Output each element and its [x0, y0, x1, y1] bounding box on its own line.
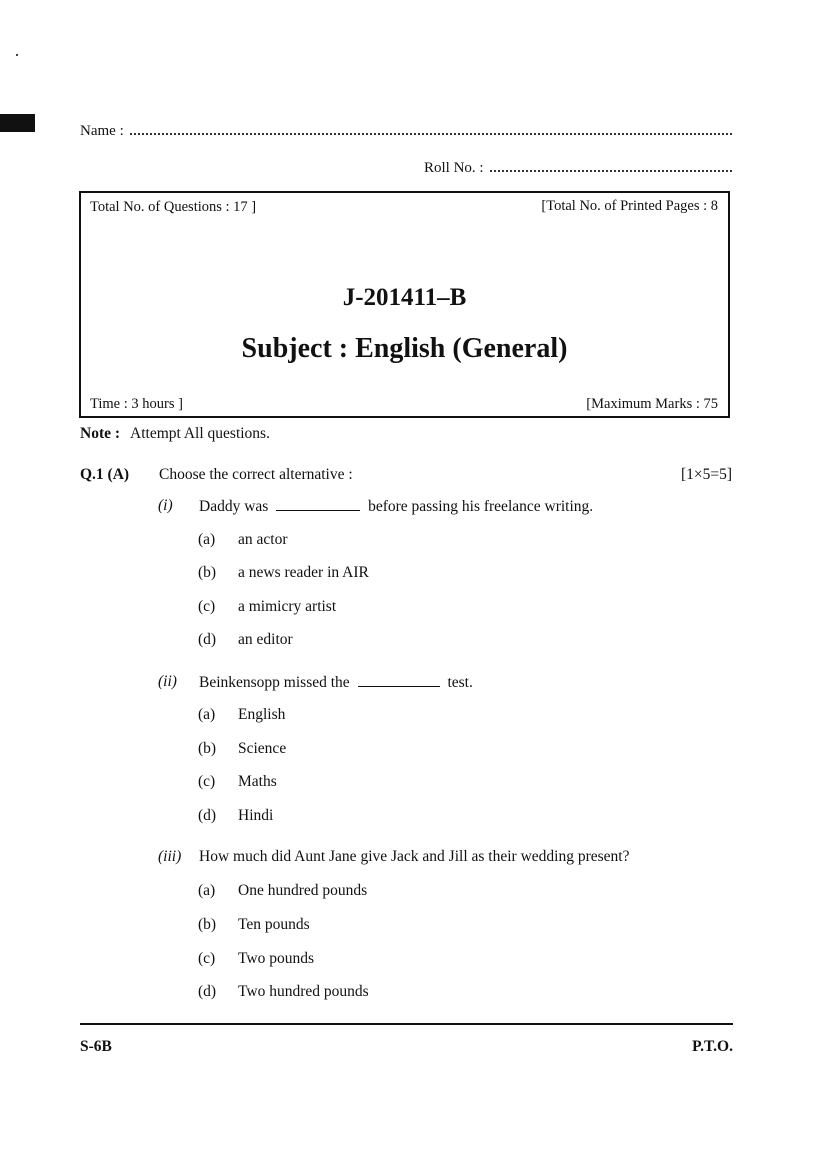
scan-edge-mark — [0, 114, 35, 132]
option-text: an editor — [238, 631, 293, 648]
name-dotted-line — [130, 121, 732, 135]
fill-blank — [276, 497, 360, 511]
option-text: English — [238, 706, 286, 723]
question-instruction: Choose the correct alternative : — [159, 466, 353, 483]
item-text-before: Beinkensopp missed the — [199, 674, 350, 691]
item-number: (iii) — [158, 848, 182, 865]
question-number: Q.1 (A) — [80, 466, 130, 483]
item-text — [199, 497, 593, 516]
option-letter: (b) — [198, 916, 217, 933]
footer-code: S-6B — [80, 1038, 112, 1055]
option-letter: (a) — [198, 531, 216, 548]
subject-title: Subject : English (General) — [241, 333, 568, 364]
option-text: Two pounds — [238, 950, 314, 967]
option-text: Science — [238, 740, 287, 757]
option-text: Ten pounds — [238, 916, 310, 933]
paper-code: J-201411–B — [342, 284, 467, 311]
option-letter: (d) — [198, 631, 217, 648]
option-letter: (a) — [198, 706, 216, 723]
item-number: (ii) — [158, 673, 177, 690]
option-letter: (c) — [198, 950, 216, 967]
total-questions: Total No. of Questions : 17 ] — [90, 199, 257, 215]
option-letter: (c) — [198, 773, 216, 790]
option-letter: (d) — [198, 983, 217, 1000]
option-letter: (c) — [198, 598, 216, 615]
option-letter: (b) — [198, 564, 217, 581]
option-letter: (b) — [198, 740, 217, 757]
name-label: Name : — [80, 123, 124, 139]
total-pages: [Total No. of Printed Pages : 8 — [541, 198, 718, 214]
option-text: Two hundred pounds — [238, 983, 369, 1000]
note-label: Note : — [80, 425, 121, 442]
maximum-marks: [Maximum Marks : 75 — [586, 396, 718, 412]
note — [80, 425, 270, 443]
roll-label: Roll No. : — [424, 160, 484, 176]
option-text: an actor — [238, 531, 288, 548]
option-letter: (d) — [198, 807, 217, 824]
option-text: Maths — [238, 773, 277, 790]
option-text: a news reader in AIR — [238, 564, 369, 581]
option-text: Hindi — [238, 807, 274, 824]
item-text — [199, 673, 473, 692]
name-field — [80, 121, 732, 140]
roll-dotted-line — [490, 158, 732, 172]
footer-rule — [80, 1023, 733, 1025]
option-text: One hundred pounds — [238, 882, 368, 899]
item-text-after: before passing his freelance writing. — [368, 498, 594, 515]
exam-header-box — [79, 191, 730, 418]
option-text: a mimicry artist — [238, 598, 337, 615]
note-text: Attempt All questions. — [130, 425, 270, 442]
fill-blank — [358, 673, 440, 687]
item-text-before: Daddy was — [199, 498, 269, 515]
option-letter: (a) — [198, 882, 216, 899]
item-text-after: test. — [447, 674, 473, 691]
pto-label: P.T.O. — [692, 1038, 733, 1055]
roll-number-field — [424, 158, 732, 177]
time-allowed: Time : 3 hours ] — [90, 396, 183, 412]
item-number: (i) — [158, 497, 173, 514]
scan-speck — [16, 54, 18, 56]
question-marks: [1×5=5] — [680, 466, 732, 483]
item-text: How much did Aunt Jane give Jack and Jill as their wedding present? — [199, 848, 630, 865]
